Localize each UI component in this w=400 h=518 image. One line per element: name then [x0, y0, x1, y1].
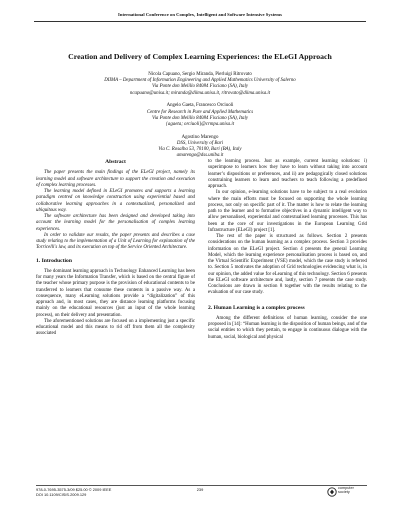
computer-society-icon — [327, 487, 337, 497]
paper-title: Creation and Delivery of Complex Learning Experiences: the ELeGI Approach — [68, 52, 332, 61]
logo-line: computer — [338, 486, 354, 490]
footer-doi: DOI 10.1109/CISIS.2009.129 — [36, 492, 87, 497]
section-heading-introduction: 1. Introduction — [36, 257, 72, 264]
page-number: 239 — [196, 487, 204, 492]
abstract-paragraph: In order to validate our results, the paper presents and describes a case study relating to the implementation of a Unit of Learning for explanation of the Torricelli's law, and its execution on top of the Service Oriented Architecture. — [36, 232, 195, 251]
address-1: Via Ponte don Melillo 84084 Fisciano (SA), Italy — [151, 84, 249, 90]
address-2: Via Ponte don Melillo 84084 Fisciano (SA), Italy — [151, 115, 249, 121]
footer-isbn: 978-0-7695-3575-3/09 $25.00 © 2009 IEEE — [36, 487, 112, 492]
affiliation-1: DIIMA – Department of Information Engineering and Applied Mathematics University of Salerno — [104, 78, 296, 84]
body-paragraph: to the learning process. Just as example, current learning solutions: i) superimpose to learners how they have to learn without taking into account learner’s dispositions or preferences, and ii) are pedagogically closed solutions constraining learners to learn and teachers to teach following a predefined approach. — [208, 159, 367, 189]
abstract-body — [36, 170, 195, 251]
body-paragraph: The rest of the paper is structured as follows. Section 2 presents considerations on the human learning as a complex process. Section 3 provides information on the ELeGI project. Section 4 presents the general Learning Model, which the learning experience personalisation process is based on, and the Virtual Scientific Experiment (VSE) model, which the case study is referred to. Section 5 motivates the adoption of Grid technologies evidencing what is, in our opinion, the added value for eLearning of this technology. Section 6 presents the ELeGI software architecture and, lastly, section 7 presents the case study. Conclusions are drawn in section 8 together with the results relating to the evaluation of our case study. — [208, 234, 367, 296]
author-block — [0, 72, 400, 159]
author-names-3: Agostino Marengo — [181, 134, 219, 140]
email-2: {agaeta; orciuoli}@crmpa.unisa.it — [165, 121, 235, 127]
conference-header: International Conference on Complex, Intelligent and Software Intensive Systems — [118, 12, 282, 17]
author-names-1: Nicola Capuano, Sergio Miranda, Pierluigi Ritrovato — [148, 72, 252, 77]
logo-text — [338, 486, 354, 494]
body-paragraph: Among the different definitions of human learning, consider the one proposed in [14]: “Human learning is the disposition of human beings, and of the social entities to which they pertain, to engage in continuous dialogue with the human, social, biological and physical — [208, 315, 367, 340]
logo-line: society — [338, 490, 350, 494]
email-3: amarengo@dss.uniba.it — [176, 153, 224, 159]
body-paragraph: In our opinion, e-learning solutions have to be subject to a real evolution where the main efforts must be focused on supporting the whole learning process, not only on specific part of it. The matter is how to relate the learning path to the learner and to formative objectives in a dynamic intelligent way to allow personalised, experiential and contextualised learning processes. This has been at the core of our investigations in the European Learning Grid Infrastructure (ELeGI) project [1]. — [208, 190, 367, 233]
address-3: Via C. Rosalba 53, 70100, Bari (BA), Italy — [158, 147, 242, 153]
ieee-computer-society-logo — [327, 486, 369, 498]
email-1: ncapuano@unisa.it; miranda@diima.unisa.it, ritrovato@diima.unisa.it — [129, 90, 271, 96]
right-column — [208, 159, 367, 341]
body-paragraph: The aforementioned solutions are focused on a implementing just a specific educational model and this means to rid off from them all the complexity associated — [36, 318, 195, 337]
abstract-paragraph: The learning model defined in ELeGI promotes and supports a learning paradigm centred on knowledge construction using experiential based and collaborative learning approaches in a contextualized, personalized and ubiquitous way. — [36, 189, 195, 213]
abstract-heading: Abstract — [105, 159, 126, 165]
section-heading-human-learning: 2. Human Learning is a complex process — [208, 304, 305, 311]
affiliation-3: DSS, University of Bari — [176, 140, 224, 146]
body-paragraph: The dominant learning approach in Technology Enhanced Learning has been for many years the Information Transfer, which is based on the central figure of the teacher whose primary purpose is the provision of educational contents to be transferred to learners that consume these contents in a passive way. As a consequence, many eLearning solutions provide a “digitalization” of this approach and, in most cases, they are distance learning platforms focusing mainly on the educational resources (just an input of the whole learning process), on their delivery and presentation. — [36, 268, 195, 318]
footer-rule — [36, 485, 367, 486]
affiliation-2: Centre for Research in Pure and Applied Mathematics — [146, 109, 254, 115]
abstract-paragraph: The software architecture has been designed and developed taking into account the learning model for the personalisation of complex learning experiences. — [36, 214, 195, 232]
abstract-paragraph: The paper presents the main findings of the ELeGI project, namely its learning model and software architecture to support the creation and execution of complex learning processes. — [36, 170, 195, 188]
left-column — [36, 159, 195, 338]
author-names-2: Angelo Gaeta, Francesco Orciuoli — [166, 103, 234, 109]
header-rule — [34, 21, 366, 22]
